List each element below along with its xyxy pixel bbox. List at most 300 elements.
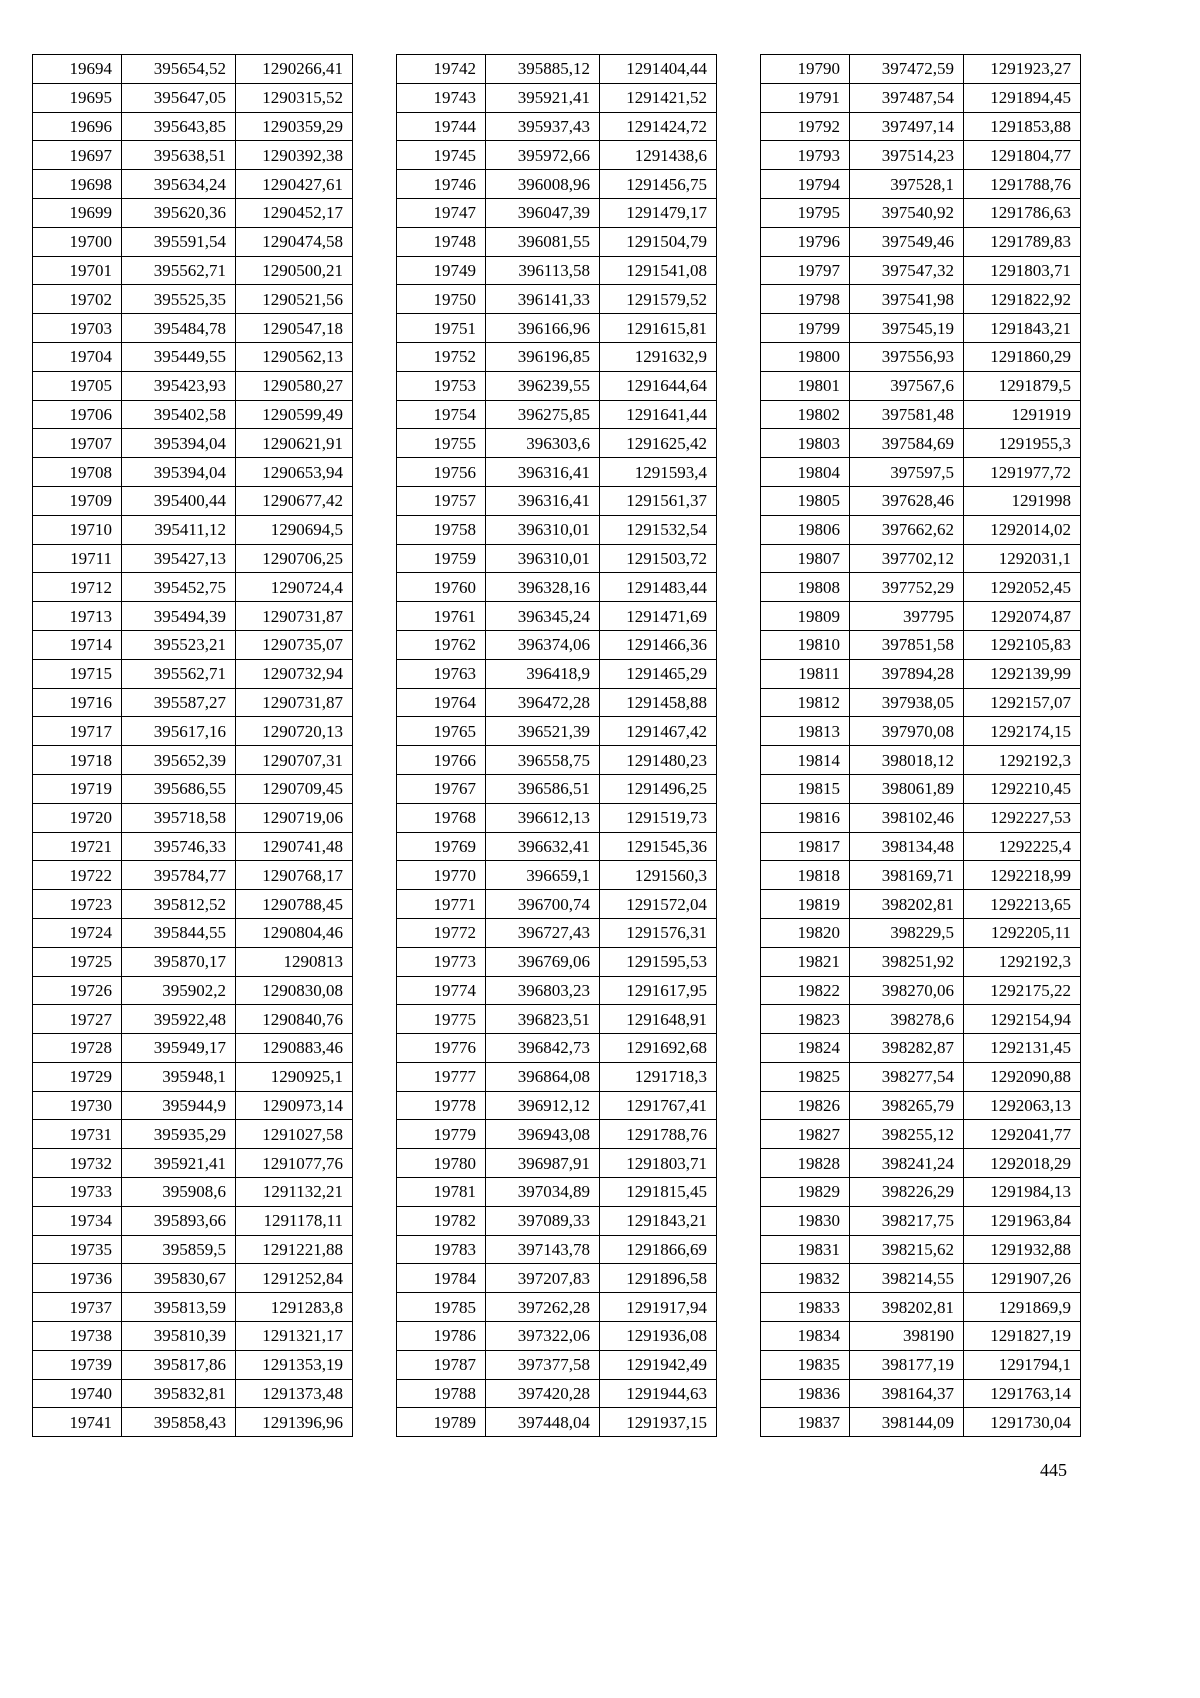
y-coordinate-cell: 1290731,87 [236, 602, 353, 631]
x-coordinate-cell: 397584,69 [850, 429, 964, 458]
y-coordinate-cell: 1291794,1 [964, 1350, 1081, 1379]
y-coordinate-cell: 1291572,04 [600, 890, 717, 919]
point-number-cell: 19817 [761, 832, 850, 861]
table-row [761, 515, 1081, 544]
point-number-cell: 19743 [397, 83, 486, 112]
point-number-cell: 19833 [761, 1293, 850, 1322]
table-row [761, 458, 1081, 487]
x-coordinate-cell: 395921,41 [122, 1149, 236, 1178]
table-row [397, 342, 717, 371]
table-row [397, 688, 717, 717]
x-coordinate-cell: 396141,33 [486, 285, 600, 314]
point-number-cell: 19748 [397, 227, 486, 256]
table-row [33, 630, 353, 659]
y-coordinate-cell: 1291465,29 [600, 659, 717, 688]
x-coordinate-cell: 396864,08 [486, 1062, 600, 1091]
table-row [761, 976, 1081, 1005]
table-row [33, 976, 353, 1005]
y-coordinate-cell: 1292174,15 [964, 717, 1081, 746]
point-number-cell: 19755 [397, 429, 486, 458]
x-coordinate-cell: 397549,46 [850, 227, 964, 256]
x-coordinate-cell: 397547,32 [850, 256, 964, 285]
x-coordinate-cell: 398164,37 [850, 1379, 964, 1408]
point-number-cell: 19828 [761, 1149, 850, 1178]
point-number-cell: 19832 [761, 1264, 850, 1293]
point-number-cell: 19818 [761, 861, 850, 890]
point-number-cell: 19767 [397, 774, 486, 803]
x-coordinate-cell: 396239,55 [486, 371, 600, 400]
y-coordinate-cell: 1291456,75 [600, 170, 717, 199]
table-row [397, 1350, 717, 1379]
x-coordinate-cell: 397514,23 [850, 141, 964, 170]
table-row [761, 1120, 1081, 1149]
point-number-cell: 19815 [761, 774, 850, 803]
x-coordinate-cell: 395830,67 [122, 1264, 236, 1293]
x-coordinate-cell: 395902,2 [122, 976, 236, 1005]
point-number-cell: 19739 [33, 1350, 122, 1379]
point-number-cell: 19781 [397, 1178, 486, 1207]
point-number-cell: 19745 [397, 141, 486, 170]
y-coordinate-cell: 1290474,58 [236, 227, 353, 256]
y-coordinate-cell: 1292175,22 [964, 976, 1081, 1005]
table-row [397, 458, 717, 487]
coordinates-table-3 [760, 54, 1081, 1437]
y-coordinate-cell: 1291560,3 [600, 861, 717, 890]
table-row [33, 1293, 353, 1322]
table-row [761, 717, 1081, 746]
y-coordinate-cell: 1291480,23 [600, 746, 717, 775]
x-coordinate-cell: 395812,52 [122, 890, 236, 919]
table-row [33, 602, 353, 631]
table-row [33, 803, 353, 832]
point-number-cell: 19801 [761, 371, 850, 400]
x-coordinate-cell: 396196,85 [486, 342, 600, 371]
x-coordinate-cell: 397851,58 [850, 630, 964, 659]
point-number-cell: 19734 [33, 1206, 122, 1235]
table-row [33, 112, 353, 141]
point-number-cell: 19763 [397, 659, 486, 688]
table-row [761, 861, 1081, 890]
y-coordinate-cell: 1291458,88 [600, 688, 717, 717]
point-number-cell: 19716 [33, 688, 122, 717]
y-coordinate-cell: 1290719,06 [236, 803, 353, 832]
x-coordinate-cell: 398282,87 [850, 1034, 964, 1063]
point-number-cell: 19821 [761, 947, 850, 976]
x-coordinate-cell: 398102,46 [850, 803, 964, 832]
y-coordinate-cell: 1291869,9 [964, 1293, 1081, 1322]
point-number-cell: 19759 [397, 544, 486, 573]
x-coordinate-cell: 396316,41 [486, 458, 600, 487]
table-row [397, 55, 717, 84]
y-coordinate-cell: 1291396,96 [236, 1408, 353, 1437]
y-coordinate-cell: 1291936,08 [600, 1322, 717, 1351]
point-number-cell: 19725 [33, 947, 122, 976]
x-coordinate-cell: 395452,75 [122, 573, 236, 602]
point-number-cell: 19794 [761, 170, 850, 199]
x-coordinate-cell: 396943,08 [486, 1120, 600, 1149]
table-row [33, 832, 353, 861]
y-coordinate-cell: 1291471,69 [600, 602, 717, 631]
y-coordinate-cell: 1291615,81 [600, 314, 717, 343]
y-coordinate-cell: 1290562,13 [236, 342, 353, 371]
y-coordinate-cell: 1290731,87 [236, 688, 353, 717]
point-number-cell: 19775 [397, 1005, 486, 1034]
x-coordinate-cell: 395449,55 [122, 342, 236, 371]
y-coordinate-cell: 1291644,64 [600, 371, 717, 400]
y-coordinate-cell: 1291919 [964, 400, 1081, 429]
y-coordinate-cell: 1291932,88 [964, 1235, 1081, 1264]
point-number-cell: 19826 [761, 1091, 850, 1120]
table-row [761, 1322, 1081, 1351]
point-number-cell: 19701 [33, 256, 122, 285]
point-number-cell: 19779 [397, 1120, 486, 1149]
point-number-cell: 19790 [761, 55, 850, 84]
x-coordinate-cell: 398215,62 [850, 1235, 964, 1264]
y-coordinate-cell: 1290732,94 [236, 659, 353, 688]
x-coordinate-cell: 395937,43 [486, 112, 600, 141]
y-coordinate-cell: 1292205,11 [964, 918, 1081, 947]
x-coordinate-cell: 397894,28 [850, 659, 964, 688]
x-coordinate-cell: 396912,12 [486, 1091, 600, 1120]
point-number-cell: 19757 [397, 486, 486, 515]
x-coordinate-cell: 396586,51 [486, 774, 600, 803]
x-coordinate-cell: 396316,41 [486, 486, 600, 515]
point-number-cell: 19729 [33, 1062, 122, 1091]
x-coordinate-cell: 398018,12 [850, 746, 964, 775]
table-row [761, 198, 1081, 227]
table-row [397, 1178, 717, 1207]
point-number-cell: 19771 [397, 890, 486, 919]
y-coordinate-cell: 1291866,69 [600, 1235, 717, 1264]
point-number-cell: 19735 [33, 1235, 122, 1264]
table-row [761, 1062, 1081, 1091]
table-row [33, 400, 353, 429]
x-coordinate-cell: 397597,5 [850, 458, 964, 487]
x-coordinate-cell: 395817,86 [122, 1350, 236, 1379]
x-coordinate-cell: 398229,5 [850, 918, 964, 947]
y-coordinate-cell: 1292192,3 [964, 947, 1081, 976]
table-row [761, 947, 1081, 976]
x-coordinate-cell: 398202,81 [850, 1293, 964, 1322]
y-coordinate-cell: 1291404,44 [600, 55, 717, 84]
y-coordinate-cell: 1291803,71 [964, 256, 1081, 285]
x-coordinate-cell: 396418,9 [486, 659, 600, 688]
table-row [397, 1034, 717, 1063]
y-coordinate-cell: 1291843,21 [964, 314, 1081, 343]
table-row [33, 371, 353, 400]
table-row [33, 861, 353, 890]
y-coordinate-cell: 1291027,58 [236, 1120, 353, 1149]
y-coordinate-cell: 1291595,53 [600, 947, 717, 976]
y-coordinate-cell: 1291132,21 [236, 1178, 353, 1207]
table-row [397, 861, 717, 890]
table-row [33, 947, 353, 976]
point-number-cell: 19711 [33, 544, 122, 573]
x-coordinate-cell: 395638,51 [122, 141, 236, 170]
table-row [397, 256, 717, 285]
point-number-cell: 19736 [33, 1264, 122, 1293]
point-number-cell: 19807 [761, 544, 850, 573]
point-number-cell: 19758 [397, 515, 486, 544]
x-coordinate-cell: 395746,33 [122, 832, 236, 861]
x-coordinate-cell: 395394,04 [122, 429, 236, 458]
point-number-cell: 19835 [761, 1350, 850, 1379]
x-coordinate-cell: 395411,12 [122, 515, 236, 544]
table-row [761, 918, 1081, 947]
y-coordinate-cell: 1291504,79 [600, 227, 717, 256]
point-number-cell: 19712 [33, 573, 122, 602]
y-coordinate-cell: 1290521,56 [236, 285, 353, 314]
x-coordinate-cell: 398255,12 [850, 1120, 964, 1149]
point-number-cell: 19787 [397, 1350, 486, 1379]
table-row [397, 429, 717, 458]
point-number-cell: 19733 [33, 1178, 122, 1207]
x-coordinate-cell: 398134,48 [850, 832, 964, 861]
table-row [761, 1206, 1081, 1235]
x-coordinate-cell: 395859,5 [122, 1235, 236, 1264]
point-number-cell: 19802 [761, 400, 850, 429]
y-coordinate-cell: 1291283,8 [236, 1293, 353, 1322]
point-number-cell: 19812 [761, 688, 850, 717]
point-number-cell: 19761 [397, 602, 486, 631]
point-number-cell: 19718 [33, 746, 122, 775]
table-row [33, 314, 353, 343]
y-coordinate-cell: 1292154,94 [964, 1005, 1081, 1034]
y-coordinate-cell: 1291998 [964, 486, 1081, 515]
x-coordinate-cell: 396275,85 [486, 400, 600, 429]
y-coordinate-cell: 1291788,76 [964, 170, 1081, 199]
y-coordinate-cell: 1291579,52 [600, 285, 717, 314]
x-coordinate-cell: 397089,33 [486, 1206, 600, 1235]
point-number-cell: 19786 [397, 1322, 486, 1351]
table-row [761, 314, 1081, 343]
x-coordinate-cell: 397487,54 [850, 83, 964, 112]
y-coordinate-cell: 1291860,29 [964, 342, 1081, 371]
x-coordinate-cell: 396310,01 [486, 515, 600, 544]
table-row [33, 141, 353, 170]
y-coordinate-cell: 1291942,49 [600, 1350, 717, 1379]
table-row [761, 890, 1081, 919]
y-coordinate-cell: 1291466,36 [600, 630, 717, 659]
point-number-cell: 19792 [761, 112, 850, 141]
y-coordinate-cell: 1290653,94 [236, 458, 353, 487]
point-number-cell: 19811 [761, 659, 850, 688]
y-coordinate-cell: 1291788,76 [600, 1120, 717, 1149]
y-coordinate-cell: 1290707,31 [236, 746, 353, 775]
x-coordinate-cell: 397528,1 [850, 170, 964, 199]
table-row [33, 1034, 353, 1063]
table-row [761, 170, 1081, 199]
x-coordinate-cell: 397702,12 [850, 544, 964, 573]
y-coordinate-cell: 1290266,41 [236, 55, 353, 84]
table-row [397, 659, 717, 688]
table-row [397, 832, 717, 861]
point-number-cell: 19766 [397, 746, 486, 775]
table-row [33, 918, 353, 947]
table-row [761, 1293, 1081, 1322]
table-row [397, 112, 717, 141]
point-number-cell: 19797 [761, 256, 850, 285]
coordinates-table-2 [396, 54, 717, 1437]
point-number-cell: 19730 [33, 1091, 122, 1120]
point-number-cell: 19830 [761, 1206, 850, 1235]
table-row [397, 976, 717, 1005]
x-coordinate-cell: 398226,29 [850, 1178, 964, 1207]
y-coordinate-cell: 1291827,19 [964, 1322, 1081, 1351]
table-row [33, 1350, 353, 1379]
x-coordinate-cell: 395562,71 [122, 256, 236, 285]
table-row [33, 1149, 353, 1178]
y-coordinate-cell: 1291178,11 [236, 1206, 353, 1235]
point-number-cell: 19791 [761, 83, 850, 112]
table-row [397, 1062, 717, 1091]
table-row [33, 1322, 353, 1351]
table-row [761, 1379, 1081, 1408]
y-coordinate-cell: 1291438,6 [600, 141, 717, 170]
point-number-cell: 19744 [397, 112, 486, 141]
table-row [397, 774, 717, 803]
point-number-cell: 19705 [33, 371, 122, 400]
x-coordinate-cell: 398202,81 [850, 890, 964, 919]
point-number-cell: 19697 [33, 141, 122, 170]
point-number-cell: 19816 [761, 803, 850, 832]
table-row [397, 746, 717, 775]
x-coordinate-cell: 398241,24 [850, 1149, 964, 1178]
x-coordinate-cell: 395810,39 [122, 1322, 236, 1351]
point-number-cell: 19756 [397, 458, 486, 487]
table-row [761, 774, 1081, 803]
y-coordinate-cell: 1290392,38 [236, 141, 353, 170]
x-coordinate-cell: 395525,35 [122, 285, 236, 314]
point-number-cell: 19698 [33, 170, 122, 199]
x-coordinate-cell: 395643,85 [122, 112, 236, 141]
y-coordinate-cell: 1292052,45 [964, 573, 1081, 602]
point-number-cell: 19732 [33, 1149, 122, 1178]
y-coordinate-cell: 1290830,08 [236, 976, 353, 1005]
y-coordinate-cell: 1292131,45 [964, 1034, 1081, 1063]
table-row [397, 314, 717, 343]
point-number-cell: 19696 [33, 112, 122, 141]
x-coordinate-cell: 395523,21 [122, 630, 236, 659]
table-row [761, 1235, 1081, 1264]
table-row [33, 1091, 353, 1120]
y-coordinate-cell: 1290788,45 [236, 890, 353, 919]
y-coordinate-cell: 1290741,48 [236, 832, 353, 861]
y-coordinate-cell: 1291879,5 [964, 371, 1081, 400]
y-coordinate-cell: 1291519,73 [600, 803, 717, 832]
point-number-cell: 19719 [33, 774, 122, 803]
x-coordinate-cell: 395718,58 [122, 803, 236, 832]
point-number-cell: 19765 [397, 717, 486, 746]
table-row [397, 400, 717, 429]
y-coordinate-cell: 1290735,07 [236, 630, 353, 659]
point-number-cell: 19703 [33, 314, 122, 343]
point-number-cell: 19731 [33, 1120, 122, 1149]
point-number-cell: 19819 [761, 890, 850, 919]
point-number-cell: 19721 [33, 832, 122, 861]
point-number-cell: 19825 [761, 1062, 850, 1091]
x-coordinate-cell: 396987,91 [486, 1149, 600, 1178]
x-coordinate-cell: 397377,58 [486, 1350, 600, 1379]
point-number-cell: 19723 [33, 890, 122, 919]
point-number-cell: 19782 [397, 1206, 486, 1235]
x-coordinate-cell: 395686,55 [122, 774, 236, 803]
point-number-cell: 19809 [761, 602, 850, 631]
table-row [397, 947, 717, 976]
x-coordinate-cell: 396659,1 [486, 861, 600, 890]
point-number-cell: 19753 [397, 371, 486, 400]
x-coordinate-cell: 398277,54 [850, 1062, 964, 1091]
y-coordinate-cell: 1291373,48 [236, 1379, 353, 1408]
table-row [33, 1206, 353, 1235]
y-coordinate-cell: 1290709,45 [236, 774, 353, 803]
table-row [397, 170, 717, 199]
point-number-cell: 19769 [397, 832, 486, 861]
table-row [761, 1091, 1081, 1120]
table-row [761, 1149, 1081, 1178]
x-coordinate-cell: 395784,77 [122, 861, 236, 890]
x-coordinate-cell: 396700,74 [486, 890, 600, 919]
point-number-cell: 19717 [33, 717, 122, 746]
point-number-cell: 19708 [33, 458, 122, 487]
x-coordinate-cell: 395423,93 [122, 371, 236, 400]
table-row [761, 1264, 1081, 1293]
table-row [397, 1379, 717, 1408]
x-coordinate-cell: 395587,27 [122, 688, 236, 717]
point-number-cell: 19803 [761, 429, 850, 458]
x-coordinate-cell: 397662,62 [850, 515, 964, 544]
y-coordinate-cell: 1291804,77 [964, 141, 1081, 170]
y-coordinate-cell: 1290840,76 [236, 1005, 353, 1034]
point-number-cell: 19827 [761, 1120, 850, 1149]
x-coordinate-cell: 396472,28 [486, 688, 600, 717]
table-row [397, 227, 717, 256]
y-coordinate-cell: 1291321,17 [236, 1322, 353, 1351]
x-coordinate-cell: 395591,54 [122, 227, 236, 256]
table-row [397, 544, 717, 573]
table-row [397, 573, 717, 602]
point-number-cell: 19727 [33, 1005, 122, 1034]
y-coordinate-cell: 1290813 [236, 947, 353, 976]
table-row [33, 573, 353, 602]
y-coordinate-cell: 1291786,63 [964, 198, 1081, 227]
y-coordinate-cell: 1292157,07 [964, 688, 1081, 717]
table-row [397, 486, 717, 515]
point-number-cell: 19805 [761, 486, 850, 515]
y-coordinate-cell: 1291496,25 [600, 774, 717, 803]
y-coordinate-cell: 1291479,17 [600, 198, 717, 227]
x-coordinate-cell: 395858,43 [122, 1408, 236, 1437]
y-coordinate-cell: 1292210,45 [964, 774, 1081, 803]
y-coordinate-cell: 1292041,77 [964, 1120, 1081, 1149]
x-coordinate-cell: 396558,75 [486, 746, 600, 775]
y-coordinate-cell: 1291767,41 [600, 1091, 717, 1120]
table-row [761, 429, 1081, 458]
y-coordinate-cell: 1292225,4 [964, 832, 1081, 861]
point-number-cell: 19722 [33, 861, 122, 890]
y-coordinate-cell: 1291503,72 [600, 544, 717, 573]
y-coordinate-cell: 1290621,91 [236, 429, 353, 458]
x-coordinate-cell: 397207,83 [486, 1264, 600, 1293]
point-number-cell: 19751 [397, 314, 486, 343]
y-coordinate-cell: 1291937,15 [600, 1408, 717, 1437]
y-coordinate-cell: 1292031,1 [964, 544, 1081, 573]
table-row [397, 602, 717, 631]
table-row [397, 83, 717, 112]
y-coordinate-cell: 1290925,1 [236, 1062, 353, 1091]
point-number-cell: 19789 [397, 1408, 486, 1437]
y-coordinate-cell: 1291421,52 [600, 83, 717, 112]
